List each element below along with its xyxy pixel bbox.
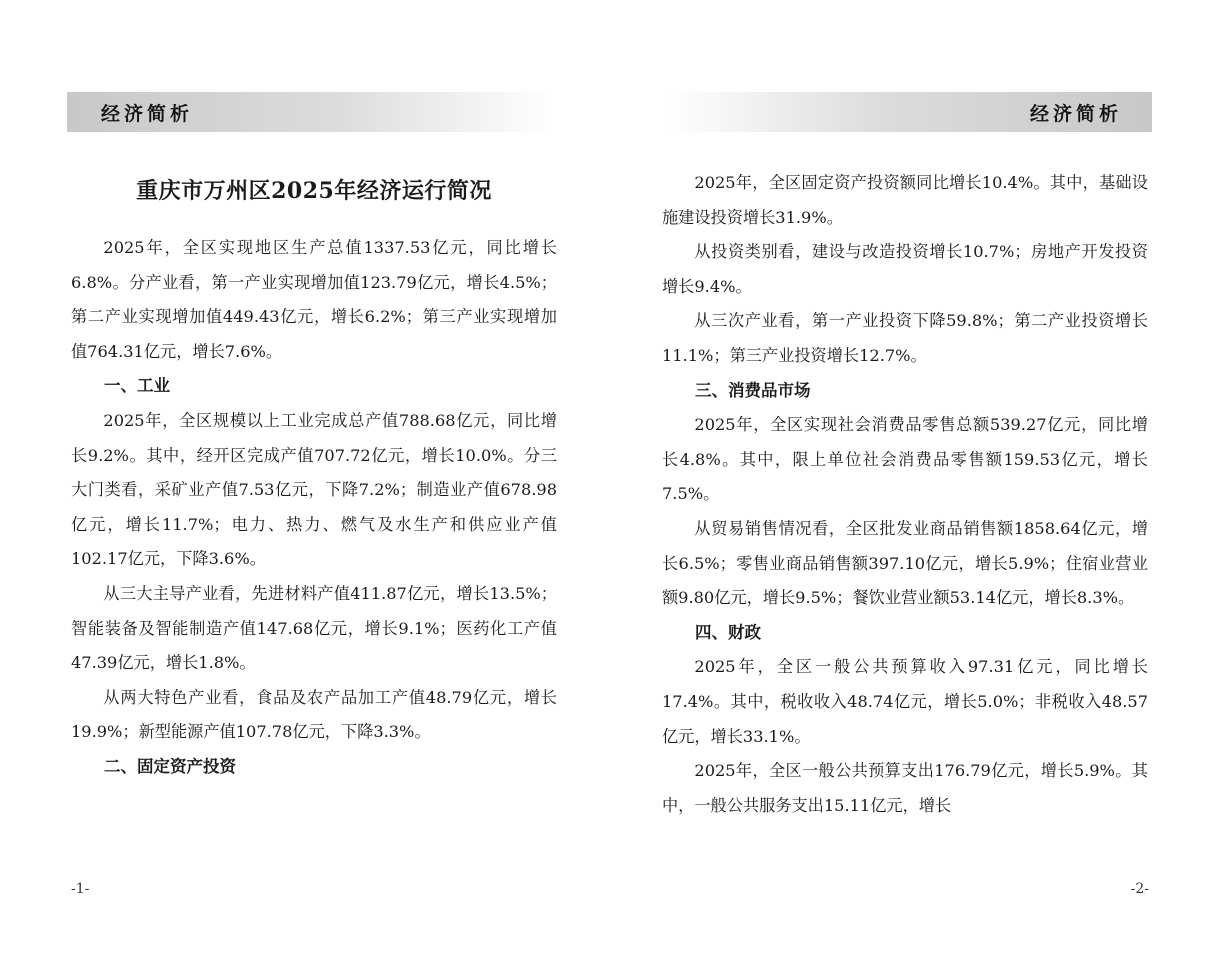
left-page-content xyxy=(71,166,557,785)
paragraph-trade-sales: 从贸易销售情况看，全区批发业商品销售额1858.64亿元，增长6.5%；零售业商品销售额397.10亿元，增长5.9%；住宿业营业额9.80亿元，增长9.5%；餐饮业营业额53.14亿元，增长8.3%。 xyxy=(662,518,1148,608)
section-header-title: 经济简析 xyxy=(101,102,194,125)
paragraph-budget-expenditure: 2025年，全区一般公共预算支出176.79亿元，增长5.9%。其中，一般公共服务支出15.11亿元，增长 xyxy=(662,761,1148,815)
paragraph-investment-total: 2025年，全区固定资产投资额同比增长10.4%。其中，基础设施建设投资增长31.9%。 xyxy=(662,173,1148,227)
paragraph-leading-industries: 从三大主导产业看，先进材料产值411.87亿元，增长13.5%；智能装备及智能制造产值147.68亿元，增长9.1%；医药化工产值47.39亿元，增长1.8%。 xyxy=(71,583,557,673)
section-header-band xyxy=(67,92,553,132)
paragraph-gdp: 2025年，全区实现地区生产总值1337.53亿元，同比增长6.8%。分产业看，第一产业实现增加值123.79亿元，增长4.5%；第二产业实现增加值449.43亿元，增长6.2%；第三产业实现增加值764.31亿元，增长7.6%。 xyxy=(71,238,557,361)
paragraph-budget-revenue: 2025年，全区一般公共预算收入97.31亿元，同比增长17.4%。其中，税收收入48.74亿元，增长5.0%；非税收入48.57亿元，增长33.1%。 xyxy=(662,657,1148,746)
heading-fixed-asset-investment: 二、固定资产投资 xyxy=(104,756,236,776)
heading-consumer-market: 三、消费品市场 xyxy=(695,380,811,400)
paragraph-specialty-industries: 从两大特色产业看，食品及农产品加工产值48.79亿元，增长19.9%；新型能源产值107.78亿元，下降3.3%。 xyxy=(71,687,557,742)
paragraph-retail-sales: 2025年，全区实现社会消费品零售总额539.27亿元，同比增长4.8%。其中，限上单位社会消费品零售额159.53亿元，增长7.5%。 xyxy=(662,415,1148,504)
section-header-title: 经济简析 xyxy=(1029,102,1122,125)
paragraph-investment-sector: 从三次产业看，第一产业投资下降59.8%；第二产业投资增长11.1%；第三产业投资增长12.7%。 xyxy=(662,311,1148,365)
heading-industry: 一、工业 xyxy=(104,376,170,396)
document-title: 重庆市万州区2025年经济运行简况 xyxy=(136,178,492,204)
heading-finance: 四、财政 xyxy=(695,622,761,642)
paragraph-investment-type: 从投资类别看，建设与改造投资增长10.7%；房地产开发投资增长9.4%。 xyxy=(662,242,1148,296)
right-page-content xyxy=(662,166,1148,823)
right-page xyxy=(609,0,1218,977)
section-header-band xyxy=(666,92,1152,132)
paragraph-industry-output: 2025年，全区规模以上工业完成总产值788.68亿元，同比增长9.2%。其中，经开区完成产值707.72亿元，增长10.0%。分三大门类看，采矿业产值7.53亿元，下降7.2%；制造业产值678.98亿元，增长11.7%；电力、热力、燃气及水生产和供应业产值102.17亿元，下降3.6%。 xyxy=(71,410,557,569)
page-number: -1- xyxy=(71,881,90,897)
page-number: -2- xyxy=(1130,881,1149,897)
